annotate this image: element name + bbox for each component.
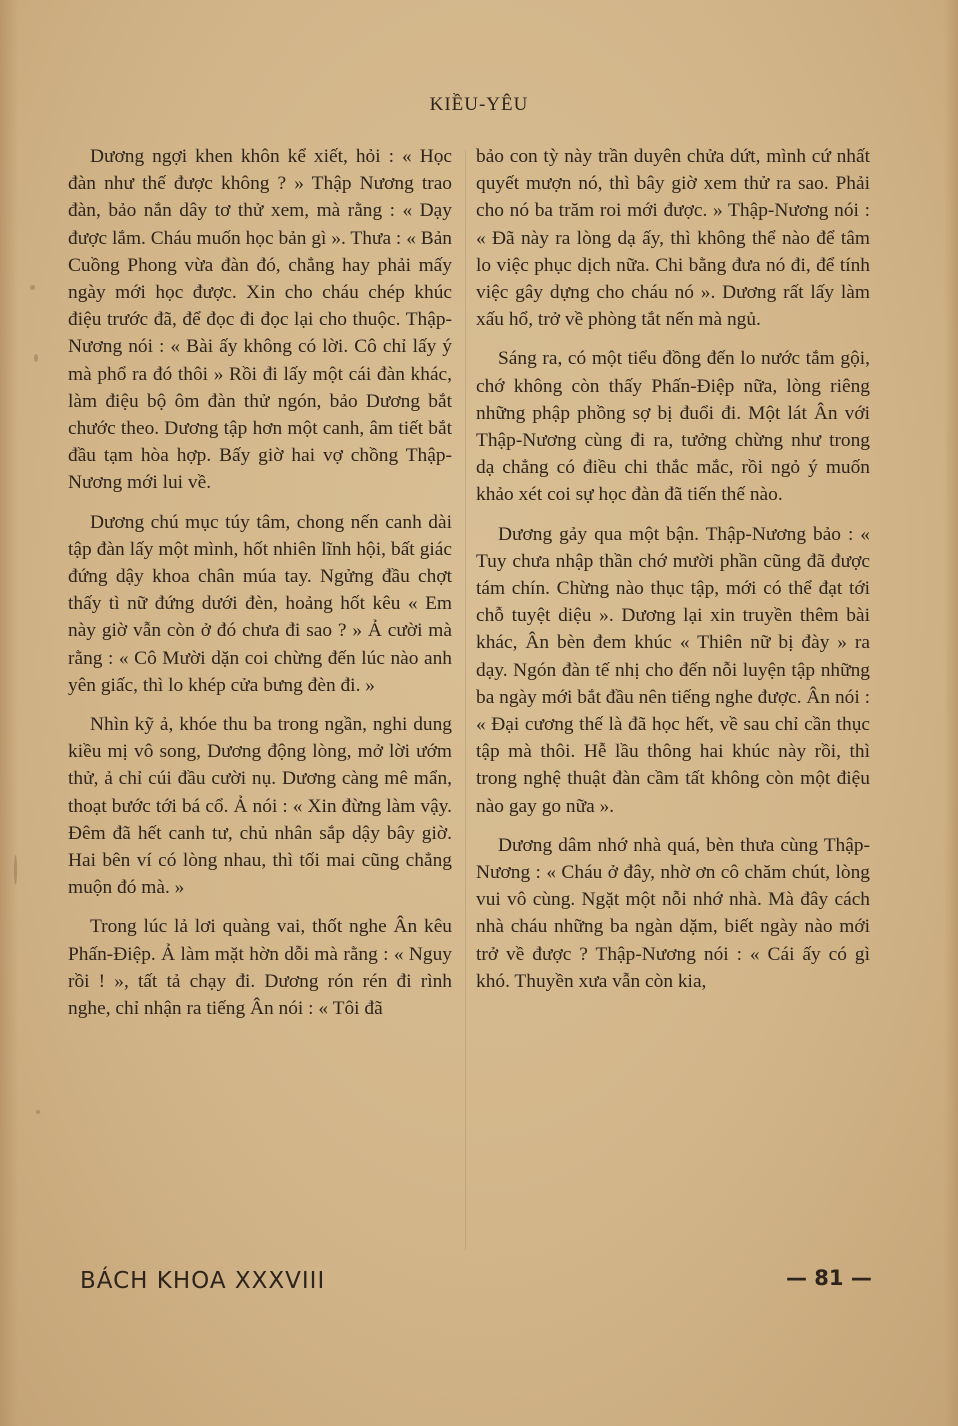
running-title: KIỀU-YÊU (429, 94, 529, 115)
paper-speck (34, 354, 38, 362)
paper-speck (30, 285, 35, 290)
left-text-column (68, 143, 452, 1261)
magazine-footer: BÁCH KHOA XXXVIII (80, 1268, 326, 1294)
paragraph: Sáng ra, có một tiểu đồng đến lo nước tắm gội, chớ không còn thấy Phấn-Điệp nữa, lòng riêng những phập phồng sợ bị đuổi đi. Một lát Ân với Thập-Nương cùng đi ra, tưởng chừng như trong dạ chẳng có điều chi thắc mắc, rồi ngỏ ý muốn khảo xét coi sự học đàn đã tiến thế nào. (476, 348, 870, 506)
paragraph: Dương gảy qua một bận. Thập-Nương bảo : « Tuy chưa nhập thần chớ mười phần cũng đã được tám chín. Chừng nào thục tập, mới có thể đạt tới chỗ tuyệt diệu ». Dương lại xin truyền thêm bài khác, Ân bèn đem khúc « Thiên nữ bị đày » ra dạy. Ngón đàn tế nhị cho đến nỗi luyện tập những ba ngày mới bắt đầu nên tiếng nghe được. Ân nói : « Đại cương thế là đã học hết, về sau chỉ cần thục tập mà thôi. Hễ lầu thông hai khúc này rồi, thì trong nghệ thuật đàn cầm tất không còn một điệu nào gay go nữa ». (476, 523, 870, 817)
paragraph: bảo con tỳ này trần duyên chửa dứt, mình cứ nhất quyết mượn nó, thì bây giờ xem thử ra sao. Phải cho nó ba trăm roi mới được. » Thập-Nương nói : « Đã này ra lòng dạ ấy, thì không thể nào để tâm lo việc phục dịch nữa. Chi bằng đưa nó đi, để tính việc gây dựng cho cháu nó ». Dương rất lấy làm xấu hổ, trở về phòng tắt nến mà ngủ. (476, 146, 870, 331)
paragraph: Dương ngợi khen khôn kể xiết, hỏi : « Học đàn như thế được không ? » Thập Nương trao đàn, bảo nắn dây tơ thử xem, mà rằng : « Dạy được lắm. Cháu muốn học bản gì ». Thưa : « Bản Cuồng Phong vừa đàn đó, chẳng hay phải mấy ngày mới học được. Xin cho cháu chép khúc điệu trước đã, để đọc đi đọc lại cho thuộc. Thập-Nương nói : « Bài ấy không có lời. Cô chỉ lấy ý mà phổ ra đó thôi » Rồi đi lấy một cái đàn khác, làm điệu bộ ôm đàn thử ngón, bảo Dương bắt chước theo. Dương tập hơn một canh, âm tiết bắt đầu tạm hòa hợp. Bấy giờ hai vợ chồng Thập-Nương mới lui về. (68, 146, 452, 494)
paragraph: Trong lúc lả lơi quàng vai, thốt nghe Ân kêu Phấn-Điệp. Ả làm mặt hờn dỗi mà rằng : « Nguy rồi ! », tất tả chạy đi. Dương rón rén đi rình nghe, chỉ nhận ra tiếng Ân nói : « Tôi đã (68, 916, 452, 1020)
paragraph: Dương chú mục túy tâm, chong nến canh dài tập đàn lấy một mình, hốt nhiên lĩnh hội, bất giác đứng dậy khoa chân múa tay. Ngửng đầu chợt thấy tì nữ đứng dưới đèn, hoảng hốt kêu « Em này giờ vẫn còn ở đó chưa đi sao ? » Ả cười mà rằng : « Cô Mười dặn coi chừng đến lúc nào anh yên giấc, thì lo khép cửa bưng đèn đi. » (68, 511, 452, 696)
paper-speck (14, 855, 17, 885)
page-edge-shadow-left (0, 0, 18, 1426)
right-text-column (476, 143, 870, 1261)
column-gutter (465, 150, 466, 1250)
page-edge-shadow-right (944, 0, 958, 1426)
paragraph: Dương dâm nhớ nhà quá, bèn thưa cùng Thập-Nương : « Cháu ở đây, nhờ ơn cô chăm chút, lòng vui vô cùng. Ngặt một nỗi nhớ nhà. Mà đây cách nhà cháu những ba ngàn dặm, biết ngày nào mới trở về được ? Thập-Nương nói : « Cái ấy có gì khó. Thuyền xưa vẫn còn kia, (476, 834, 870, 992)
page-number: — 81 — (786, 1266, 872, 1290)
paper-speck (36, 1110, 40, 1114)
paragraph: Nhìn kỹ ả, khóe thu ba trong ngần, nghi dung kiều mị vô song, Dương động lòng, mở lời ướm thử, ả chỉ cúi đầu cười nụ. Dương càng mê mẩn, thoạt bước tới bá cổ. Ả nói : « Xin đừng làm vậy. Đêm đã hết canh tư, chủ nhân sắp dậy bây giờ. Hai bên ví có lòng nhau, thì tối mai cũng chẳng muộn đó mà. » (68, 714, 452, 899)
